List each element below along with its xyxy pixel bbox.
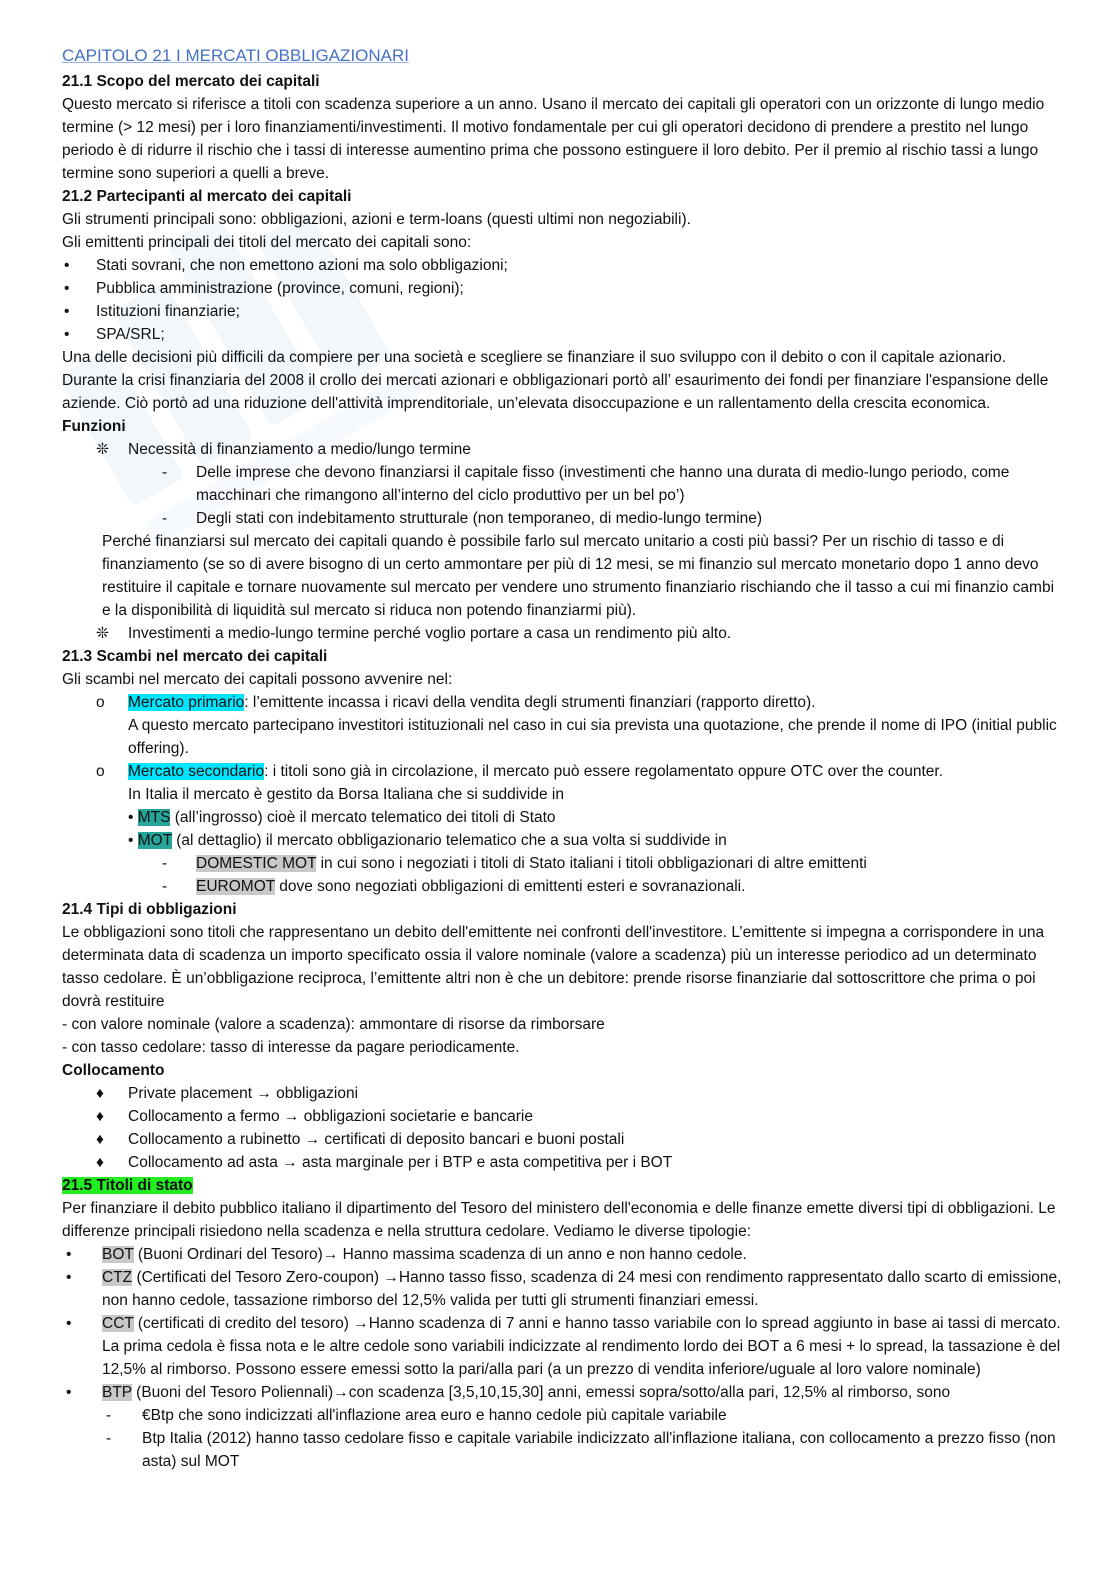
highlight-term: CTZ xyxy=(102,1269,133,1286)
subheading-collocamento: Collocamento xyxy=(62,1062,165,1079)
circle-marker: o xyxy=(96,694,105,711)
section-heading-21-4: 21.4 Tipi di obbligazioni xyxy=(62,901,237,918)
paragraph: A questo mercato partecipano investitori istituzionali nel caso in cui sia prevista una quotazione, che prende il nome di IPO (initial public offering). xyxy=(128,717,1057,757)
list-item: • CTZ (Certificati del Tesoro Zero-coupon) →Hanno tasso fisso, scadenza di 24 mesi con rendimento rappresentato dallo scarto di emissione, non hanno cedole, tassazione rimborso del 12,5% valida per tutti gli strumenti finanziari emessi. xyxy=(62,1266,1062,1312)
diamond-icon: ♦ xyxy=(96,1108,104,1125)
dash-marker: - xyxy=(162,510,168,527)
bullet-marker: • xyxy=(64,303,70,320)
bullet-marker: • xyxy=(66,1269,72,1286)
bullet-marker: • xyxy=(128,832,134,849)
paragraph: Gli emittenti principali dei titoli del mercato dei capitali sono: xyxy=(62,234,472,251)
list-item: • SPA/SRL; xyxy=(62,323,1062,346)
document-page xyxy=(62,44,1062,1473)
bullet-marker: • xyxy=(64,257,70,274)
highlight-term: MOT xyxy=(137,832,172,849)
list-item: • CCT (certificati di credito del tesoro) →Hanno scadenza di 7 anni e hanno tasso variabile con lo spread aggiunto in base ai tassi di mercato. La prima cedola è fissa nota e le altre cedole sono variabili indicizzate al rendimento lordo dei BOT a 6 mesi + lo spread, la tassazione è del 12,5% al rimborso. Possono essere emessi sotto la pari/alla pari (a un prezzo di vendita inferiore/uguale al loro valore nominale) xyxy=(62,1312,1062,1381)
highlight-term: BOT xyxy=(102,1246,134,1263)
paragraph: Gli strumenti principali sono: obbligazioni, azioni e term-loans (questi ultimi non negoziabili). xyxy=(62,211,691,228)
list-item: • MOT (al dettaglio) il mercato obbligazionario telematico che a sua volta si suddivide in xyxy=(128,832,727,849)
circle-marker: o xyxy=(96,763,105,780)
highlight-term: Mercato secondario xyxy=(128,763,265,780)
section-heading-21-3: 21.3 Scambi nel mercato dei capitali xyxy=(62,648,328,665)
list-item: - Delle imprese che devono finanziarsi il capitale fisso (investimenti che hanno una durata di medio-lungo periodo, come macchinari che rimangono all’interno del ciclo produttivo per un bel po’) xyxy=(62,461,1062,507)
asterisk-icon: ❊ xyxy=(96,625,109,642)
paragraph: Le obbligazioni sono titoli che rappresentano un debito dell'emittente nei confronti dell'investitore. L’emittente si impegna a corrispondere in una determinata data di scadenza un importo specificato ossia il valore nominale (valore a scadenza) più un interesse periodico ad un determinato tasso cedolare. È un’obbligazione reciproca, l’emittente altri non è che un debitore: prende risorse finanziarie dal sottoscrittore che prima o poi dovrà restituire xyxy=(62,924,1045,1010)
diamond-icon: ♦ xyxy=(96,1085,104,1102)
asterisk-icon: ❊ xyxy=(96,441,109,458)
highlight-term: DOMESTIC MOT xyxy=(196,855,317,872)
bullet-marker: • xyxy=(128,809,134,826)
bullet-marker: • xyxy=(66,1384,72,1401)
list-item: - Degli stati con indebitamento strutturale (non temporaneo, di medio-lungo termine) xyxy=(62,507,1062,530)
list-item: ♦ Collocamento a rubinetto → certificati di deposito bancari e buoni postali xyxy=(62,1128,1062,1151)
list-item: o Mercato primario: l’emittente incassa i ricavi della vendita degli strumenti finanziari (rapporto diretto). xyxy=(62,691,1062,714)
highlight-term: BTP xyxy=(102,1384,132,1401)
paragraph: Perché finanziarsi sul mercato dei capitali quando è possibile farlo sul mercato unitario a costi più bassi? Per un rischio di tasso e di finanziamento (se so di avere bisogno di un certo ammontare per più di 12 mesi, se mi finanzio sul mercato monetario dopo 1 anno devo restituire il capitale e tornare nuovamente sul mercato per vendere uno strumento finanziario rischiando che il tasso a cui mi finanzio cambi e la disponibilità di liquidità sul mercato si riduca non potendo finanziarmi più). xyxy=(102,533,1055,619)
paragraph: - con valore nominale (valore a scadenza): ammontare di risorse da rimborsare xyxy=(62,1016,605,1033)
list-item: • Stati sovrani, che non emettono azioni ma solo obbligazioni; xyxy=(62,254,1062,277)
diamond-icon: ♦ xyxy=(96,1131,104,1148)
paragraph: Gli scambi nel mercato dei capitali possono avvenire nel: xyxy=(62,671,453,688)
dash-marker: - xyxy=(162,464,168,481)
list-item: ❊ Investimenti a medio-lungo termine perché voglio portare a casa un rendimento più alto. xyxy=(62,622,1062,645)
paragraph: Una delle decisioni più difficili da compiere per una società e scegliere se finanziare il suo sviluppo con il debito o con il capitale azionario. Durante la crisi finanziaria del 2008 il crollo dei mercati azionari e obbligazionari portò all’ esaurimento dei fondi per finanziare l'espansione delle aziende. Ciò portò ad una riduzione dell'attività imprenditoriale, un’elevata disoccupazione e un rallentamento della crescita economica. xyxy=(62,349,1049,412)
paragraph: Questo mercato si riferisce a titoli con scadenza superiore a un anno. Usano il mercato dei capitali gli operatori con un orizzonte di lungo medio termine (> 12 mesi) per i loro finanziamenti/investimenti. Il motivo fondamentale per cui gli operatori decidono di prendere a prestito nel lungo periodo è di ridurre il rischio che i tassi di interesse aumentino prima che possono estinguere il loro debito. Per il premio al rischio tassi a lungo termine sono superiori a quelli a breve. xyxy=(62,96,1045,182)
list-item: - DOMESTIC MOT in cui sono i negoziati i titoli di Stato italiani i titoli obbligazionari di altre emittenti xyxy=(62,852,1062,875)
list-item: - EUROMOT dove sono negoziati obbligazioni di emittenti esteri e sovranazionali. xyxy=(62,875,1062,898)
highlight-term: CCT xyxy=(102,1315,134,1332)
list-item: ❊ Necessità di finanziamento a medio/lungo termine xyxy=(62,438,1062,461)
bullet-marker: • xyxy=(64,280,70,297)
bullet-marker: • xyxy=(66,1246,72,1263)
list-item: ♦ Private placement → obbligazioni xyxy=(62,1082,1062,1105)
list-item: ♦ Collocamento ad asta → asta marginale per i BTP e asta competitiva per i BOT xyxy=(62,1151,1062,1174)
list-item: • BTP (Buoni del Tesoro Poliennali)→con scadenza [3,5,10,15,30] anni, emessi sopra/sotto/alla pari, 12,5% al rimborso, sono xyxy=(62,1381,1062,1404)
bullet-marker: • xyxy=(66,1315,72,1332)
diamond-icon: ♦ xyxy=(96,1154,104,1171)
dash-marker: - xyxy=(162,878,168,895)
list-item: • MTS (all’ingrosso) cioè il mercato telematico dei titoli di Stato xyxy=(128,809,556,826)
list-item: • Istituzioni finanziarie; xyxy=(62,300,1062,323)
dash-marker: - xyxy=(106,1430,112,1447)
chapter-title: CAPITOLO 21 I MERCATI OBBLIGAZIONARI xyxy=(62,46,410,65)
list-item: - €Btp che sono indicizzati all'inflazione area euro e hanno cedole più capitale variabile xyxy=(62,1404,1062,1427)
list-item: o Mercato secondario: i titoli sono già in circolazione, il mercato può essere regolamentato oppure OTC over the counter. xyxy=(62,760,1062,783)
dash-marker: - xyxy=(162,855,168,872)
list-item: - Btp Italia (2012) hanno tasso cedolare fisso e capitale variabile indicizzato all'inflazione italiana, con collocamento a prezzo fisso (non asta) sul MOT xyxy=(62,1427,1062,1473)
highlight-term: Mercato primario xyxy=(128,694,245,711)
paragraph: Per finanziare il debito pubblico italiano il dipartimento del Tesoro del ministero dell'economia e delle finanze emette diversi tipi di obbligazioni. Le differenze principali risiedono nella scadenza e nella struttura cedolare. Vediamo le diverse tipologie: xyxy=(62,1200,1056,1240)
bullet-marker: • xyxy=(64,326,70,343)
highlight-term: EUROMOT xyxy=(196,878,275,895)
highlight-term: MTS xyxy=(137,809,171,826)
subheading-funzioni: Funzioni xyxy=(62,418,126,435)
section-heading-21-1: 21.1 Scopo del mercato dei capitali xyxy=(62,73,320,90)
list-item: • BOT (Buoni Ordinari del Tesoro)→ Hanno massima scadenza di un anno e non hanno cedole. xyxy=(62,1243,1062,1266)
paragraph: In Italia il mercato è gestito da Borsa Italiana che si suddivide in xyxy=(128,786,564,803)
section-heading-21-5: 21.5 Titoli di stato xyxy=(62,1177,193,1194)
list-item: ♦ Collocamento a fermo → obbligazioni societarie e bancarie xyxy=(62,1105,1062,1128)
section-heading-21-2: 21.2 Partecipanti al mercato dei capitali xyxy=(62,188,352,205)
list-item: • Pubblica amministrazione (province, comuni, regioni); xyxy=(62,277,1062,300)
dash-marker: - xyxy=(106,1407,112,1424)
paragraph: - con tasso cedolare: tasso di interesse da pagare periodicamente. xyxy=(62,1039,520,1056)
